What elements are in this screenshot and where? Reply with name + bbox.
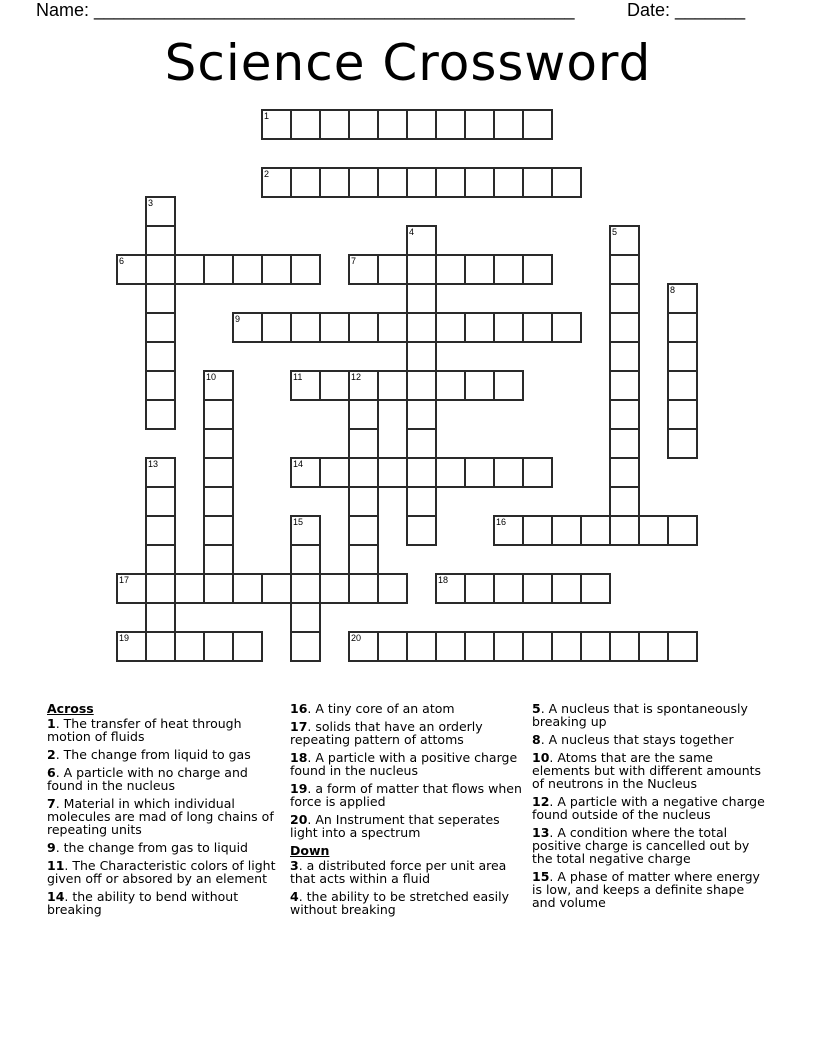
clue-down-3: 3. a distributed force per unit area that acts within a fluid xyxy=(290,858,507,886)
grid-cell[interactable] xyxy=(406,631,437,662)
grid-cell[interactable] xyxy=(145,631,176,662)
grid-cell[interactable] xyxy=(609,457,640,488)
grid-cell[interactable] xyxy=(145,515,176,546)
grid-cell[interactable] xyxy=(667,515,698,546)
grid-cell[interactable] xyxy=(145,283,176,314)
grid-cell[interactable] xyxy=(203,486,234,517)
grid-cell[interactable] xyxy=(609,631,640,662)
grid-cell[interactable] xyxy=(145,573,176,604)
grid-cell[interactable] xyxy=(551,515,582,546)
grid-cell[interactable] xyxy=(290,370,321,401)
grid-cell[interactable] xyxy=(203,254,234,285)
grid-cell[interactable] xyxy=(348,544,379,575)
clue-number: 10 xyxy=(532,750,550,765)
grid-cell[interactable] xyxy=(348,428,379,459)
grid-cell[interactable] xyxy=(522,573,553,604)
grid-cell[interactable] xyxy=(348,167,379,198)
clue-number: 4 xyxy=(409,227,415,237)
clue-number: 12 xyxy=(532,794,550,809)
grid-cell[interactable] xyxy=(145,196,176,227)
grid-cell[interactable] xyxy=(406,515,437,546)
grid-cell[interactable] xyxy=(145,254,176,285)
grid-cell[interactable] xyxy=(435,573,466,604)
grid-cell[interactable] xyxy=(348,631,379,662)
grid-cell[interactable] xyxy=(145,399,176,430)
grid-cell[interactable] xyxy=(406,457,437,488)
clue-text: The change from liquid to gas xyxy=(63,747,251,762)
grid-cell[interactable] xyxy=(261,573,292,604)
grid-cell[interactable] xyxy=(290,312,321,343)
grid-cell[interactable] xyxy=(203,515,234,546)
grid-cell[interactable] xyxy=(319,312,350,343)
grid-cell[interactable] xyxy=(580,573,611,604)
grid-cell[interactable] xyxy=(290,631,321,662)
clue-number: 4 xyxy=(290,889,299,904)
clue-text: solids that have an orderly repeating pattern of attoms xyxy=(290,719,483,747)
grid-cell[interactable] xyxy=(464,109,495,140)
clue-number: 8 xyxy=(532,732,541,747)
grid-cell[interactable] xyxy=(406,167,437,198)
grid-cell[interactable] xyxy=(667,428,698,459)
clue-down-10: 10. Atoms that are the same elements but with different amounts of neutrons in the Nucleus xyxy=(532,750,762,791)
clue-text: A nucleus that is spontaneously breaking up xyxy=(532,701,748,729)
clue-number: 1 xyxy=(264,111,270,121)
grid-cell[interactable] xyxy=(464,573,495,604)
clues-column-2 xyxy=(290,702,526,921)
grid-cell[interactable] xyxy=(319,457,350,488)
across-heading: Across xyxy=(47,701,94,716)
grid-cell[interactable] xyxy=(377,631,408,662)
clue-text: A particle with a positive charge found in the nucleus xyxy=(290,750,518,778)
grid-cell[interactable] xyxy=(145,486,176,517)
grid-cell[interactable] xyxy=(609,399,640,430)
grid-cell[interactable] xyxy=(464,370,495,401)
grid-cell[interactable] xyxy=(290,573,321,604)
grid-cell[interactable] xyxy=(406,225,437,256)
grid-cell[interactable] xyxy=(232,631,263,662)
clue-down-5: 5. A nucleus that is spontaneously breaking up xyxy=(532,701,748,729)
grid-cell[interactable] xyxy=(609,312,640,343)
grid-cell[interactable] xyxy=(348,573,379,604)
grid-cell[interactable] xyxy=(406,486,437,517)
clue-across-20: 20. An Instrument that seperates light into a spectrum xyxy=(290,812,500,840)
grid-cell[interactable] xyxy=(406,341,437,372)
grid-cell[interactable] xyxy=(609,341,640,372)
grid-cell[interactable] xyxy=(319,167,350,198)
clue-number: 2 xyxy=(264,169,270,179)
grid-cell[interactable] xyxy=(493,312,524,343)
grid-cell[interactable] xyxy=(319,370,350,401)
grid-cell[interactable] xyxy=(348,370,379,401)
clue-number: 13 xyxy=(148,459,159,469)
grid-cell[interactable] xyxy=(551,312,582,343)
grid-cell[interactable] xyxy=(522,109,553,140)
grid-cell[interactable] xyxy=(435,312,466,343)
clue-across-7: 7. Material in which individual molecules are mad of long chains of repeating units xyxy=(47,796,274,837)
clue-text: a form of matter that flows when force is applied xyxy=(290,781,522,809)
grid-cell[interactable] xyxy=(348,515,379,546)
clue-down-15: 15. A phase of matter where energy is low, and keeps a definite shape and volume xyxy=(532,869,760,910)
grid-cell[interactable] xyxy=(377,370,408,401)
clue-number: 14 xyxy=(47,889,65,904)
grid-cell[interactable] xyxy=(435,109,466,140)
grid-cell[interactable] xyxy=(435,457,466,488)
grid-cell[interactable] xyxy=(406,428,437,459)
grid-cell[interactable] xyxy=(551,167,582,198)
clue-text: A nucleus that stays together xyxy=(548,732,734,747)
grid-cell[interactable] xyxy=(667,341,698,372)
name-field[interactable]: Name: ________________________________________________ xyxy=(36,0,575,20)
grid-cell[interactable] xyxy=(464,167,495,198)
clue-number: 15 xyxy=(293,517,304,527)
grid-cell[interactable] xyxy=(667,631,698,662)
clue-number: 20 xyxy=(290,812,308,827)
grid-cell[interactable] xyxy=(464,457,495,488)
clue-number: 13 xyxy=(532,825,550,840)
down-heading: Down xyxy=(290,843,330,858)
grid-cell[interactable] xyxy=(493,457,524,488)
grid-cell[interactable] xyxy=(290,167,321,198)
grid-cell[interactable] xyxy=(493,573,524,604)
clue-text: A tiny core of an atom xyxy=(315,701,455,716)
grid-cell[interactable] xyxy=(319,573,350,604)
clue-across-14: 14. the ability to bend without breaking xyxy=(47,889,239,917)
grid-cell[interactable] xyxy=(348,457,379,488)
grid-cell[interactable] xyxy=(203,399,234,430)
grid-cell[interactable] xyxy=(406,312,437,343)
grid-cell[interactable] xyxy=(493,254,524,285)
grid-cell[interactable] xyxy=(290,544,321,575)
grid-cell[interactable] xyxy=(203,457,234,488)
grid-cell[interactable] xyxy=(609,428,640,459)
clue-text: A particle with a negative charge found outside of the nucleus xyxy=(532,794,765,822)
clue-text: The transfer of heat through motion of fluids xyxy=(47,716,242,744)
clue-across-18: 18. A particle with a positive charge found in the nucleus xyxy=(290,750,518,778)
grid-cell[interactable] xyxy=(232,312,263,343)
clue-across-9: 9. the change from gas to liquid xyxy=(47,840,248,855)
clue-number: 18 xyxy=(290,750,308,765)
grid-cell[interactable] xyxy=(377,167,408,198)
clue-number: 2 xyxy=(47,747,56,762)
grid-cell[interactable] xyxy=(232,573,263,604)
clue-number: 6 xyxy=(119,256,125,266)
clue-across-2: 2. The change from liquid to gas xyxy=(47,747,251,762)
grid-cell[interactable] xyxy=(377,254,408,285)
grid-cell[interactable] xyxy=(609,254,640,285)
grid-cell[interactable] xyxy=(609,283,640,314)
clue-text: A condition where the total positive charge is cancelled out by the total negative charge xyxy=(532,825,750,866)
clue-down-13: 13. A condition where the total positive charge is cancelled out by the total negative charge xyxy=(532,825,750,866)
clue-down-8: 8. A nucleus that stays together xyxy=(532,732,734,747)
clue-number: 9 xyxy=(47,840,56,855)
grid-cell[interactable] xyxy=(145,312,176,343)
grid-cell[interactable] xyxy=(667,399,698,430)
clue-number: 14 xyxy=(293,459,304,469)
grid-cell[interactable] xyxy=(522,515,553,546)
clue-number: 11 xyxy=(293,372,303,382)
grid-cell[interactable] xyxy=(377,573,408,604)
grid-cell[interactable] xyxy=(348,109,379,140)
clue-number: 1 xyxy=(47,716,56,731)
grid-cell[interactable] xyxy=(638,515,669,546)
grid-cell[interactable] xyxy=(435,370,466,401)
clue-number: 7 xyxy=(351,256,357,266)
grid-cell[interactable] xyxy=(145,544,176,575)
clue-number: 6 xyxy=(47,765,56,780)
grid-cell[interactable] xyxy=(116,631,147,662)
clue-across-19: 19. a form of matter that flows when force is applied xyxy=(290,781,522,809)
clue-number: 17 xyxy=(119,575,130,585)
grid-cell[interactable] xyxy=(609,370,640,401)
grid-cell[interactable] xyxy=(203,631,234,662)
clue-down-12: 12. A particle with a negative charge found outside of the nucleus xyxy=(532,794,765,822)
clue-across-16: 16. A tiny core of an atom xyxy=(290,701,455,716)
clue-number: 15 xyxy=(532,869,550,884)
clue-down-4: 4. the ability to be stretched easily without breaking xyxy=(290,889,510,917)
grid-cell[interactable] xyxy=(493,515,524,546)
grid-cell[interactable] xyxy=(290,515,321,546)
clue-number: 9 xyxy=(235,314,241,324)
clue-number: 20 xyxy=(351,633,362,643)
date-field[interactable]: Date: _______ xyxy=(627,0,746,20)
grid-cell[interactable] xyxy=(551,573,582,604)
grid-cell[interactable] xyxy=(145,457,176,488)
grid-cell[interactable] xyxy=(174,254,205,285)
clue-number: 16 xyxy=(290,701,308,716)
clue-text: A particle with no charge and found in the nucleus xyxy=(47,765,248,793)
grid-cell[interactable] xyxy=(406,109,437,140)
clue-text: a distributed force per unit area that acts within a fluid xyxy=(290,858,507,886)
grid-cell[interactable] xyxy=(493,631,524,662)
clue-text: the ability to bend without breaking xyxy=(47,889,239,917)
clue-across-6: 6. A particle with no charge and found in the nucleus xyxy=(47,765,248,793)
grid-cell[interactable] xyxy=(145,602,176,633)
clue-across-1: 1. The transfer of heat through motion of fluids xyxy=(47,716,242,744)
clues-column-1 xyxy=(47,702,283,921)
grid-cell[interactable] xyxy=(406,254,437,285)
grid-cell[interactable] xyxy=(464,312,495,343)
grid-cell[interactable] xyxy=(348,399,379,430)
grid-cell[interactable] xyxy=(435,167,466,198)
grid-cell[interactable] xyxy=(435,254,466,285)
grid-cell[interactable] xyxy=(290,254,321,285)
grid-cell[interactable] xyxy=(232,254,263,285)
grid-cell[interactable] xyxy=(493,109,524,140)
grid-cell[interactable] xyxy=(638,631,669,662)
clue-text: the ability to be stretched easily without breaking xyxy=(290,889,510,917)
grid-cell[interactable] xyxy=(290,457,321,488)
clue-number: 8 xyxy=(670,285,676,295)
page-title: Science Crossword xyxy=(164,34,652,92)
grid-cell[interactable] xyxy=(261,109,292,140)
grid-cell[interactable] xyxy=(290,602,321,633)
clue-text: Atoms that are the same elements but with different amounts of neutrons in the Nucleus xyxy=(532,750,762,791)
grid-cell[interactable] xyxy=(406,283,437,314)
clue-across-11: 11. The Characteristic colors of light given off or absored by an element xyxy=(47,858,276,886)
grid-cell[interactable] xyxy=(203,544,234,575)
grid-cell[interactable] xyxy=(116,254,147,285)
grid-cell[interactable] xyxy=(609,486,640,517)
grid-cell[interactable] xyxy=(522,631,553,662)
grid-cell[interactable] xyxy=(522,167,553,198)
grid-cell[interactable] xyxy=(203,428,234,459)
grid-cell[interactable] xyxy=(290,109,321,140)
grid-cell[interactable] xyxy=(319,109,350,140)
grid-cell[interactable] xyxy=(348,312,379,343)
grid-cell[interactable] xyxy=(493,370,524,401)
grid-cell[interactable] xyxy=(348,254,379,285)
clue-text: Material in which individual molecules are mad of long chains of repeating units xyxy=(47,796,274,837)
grid-cell[interactable] xyxy=(261,254,292,285)
clue-number: 19 xyxy=(119,633,130,643)
clue-number: 19 xyxy=(290,781,308,796)
clue-number: 5 xyxy=(532,701,541,716)
clue-number: 17 xyxy=(290,719,308,734)
clue-text: A phase of matter where energy is low, and keeps a definite shape and volume xyxy=(532,869,760,910)
clue-across-17: 17. solids that have an orderly repeating pattern of attoms xyxy=(290,719,483,747)
grid-cell[interactable] xyxy=(435,631,466,662)
grid-cell[interactable] xyxy=(377,109,408,140)
grid-cell[interactable] xyxy=(667,370,698,401)
grid-cell[interactable] xyxy=(493,167,524,198)
grid-cell[interactable] xyxy=(522,254,553,285)
grid-cell[interactable] xyxy=(580,631,611,662)
grid-cell[interactable] xyxy=(667,312,698,343)
clue-number: 10 xyxy=(206,372,217,382)
clue-number: 16 xyxy=(496,517,507,527)
grid-cell[interactable] xyxy=(551,631,582,662)
clue-text: the change from gas to liquid xyxy=(63,840,248,855)
grid-cell[interactable] xyxy=(145,370,176,401)
clue-number: 12 xyxy=(351,372,362,382)
grid-cell[interactable] xyxy=(580,515,611,546)
grid-cell[interactable] xyxy=(174,631,205,662)
clue-text: An Instrument that seperates light into a spectrum xyxy=(290,812,500,840)
clues-column-3 xyxy=(532,702,768,914)
clue-text: The Characteristic colors of light given off or absored by an element xyxy=(47,858,276,886)
grid-cell[interactable] xyxy=(203,370,234,401)
clue-number: 18 xyxy=(438,575,449,585)
grid-cell[interactable] xyxy=(203,573,234,604)
grid-cell[interactable] xyxy=(609,225,640,256)
grid-cell[interactable] xyxy=(174,573,205,604)
grid-cell[interactable] xyxy=(145,225,176,256)
grid-cell[interactable] xyxy=(406,370,437,401)
clue-number: 3 xyxy=(290,858,299,873)
grid-cell[interactable] xyxy=(406,399,437,430)
grid-cell[interactable] xyxy=(377,457,408,488)
clue-number: 11 xyxy=(47,858,65,873)
grid-cell[interactable] xyxy=(609,515,640,546)
grid-cell[interactable] xyxy=(522,312,553,343)
grid-cell[interactable] xyxy=(348,486,379,517)
grid-cell[interactable] xyxy=(261,312,292,343)
grid-cell[interactable] xyxy=(261,167,292,198)
grid-cell[interactable] xyxy=(464,631,495,662)
grid-cell[interactable] xyxy=(377,312,408,343)
clue-number: 3 xyxy=(148,198,154,208)
clue-number: 5 xyxy=(612,227,618,237)
grid-cell[interactable] xyxy=(522,457,553,488)
grid-cell[interactable] xyxy=(116,573,147,604)
grid-cell[interactable] xyxy=(667,283,698,314)
grid-cell[interactable] xyxy=(464,254,495,285)
clue-number: 7 xyxy=(47,796,56,811)
grid-cell[interactable] xyxy=(145,341,176,372)
